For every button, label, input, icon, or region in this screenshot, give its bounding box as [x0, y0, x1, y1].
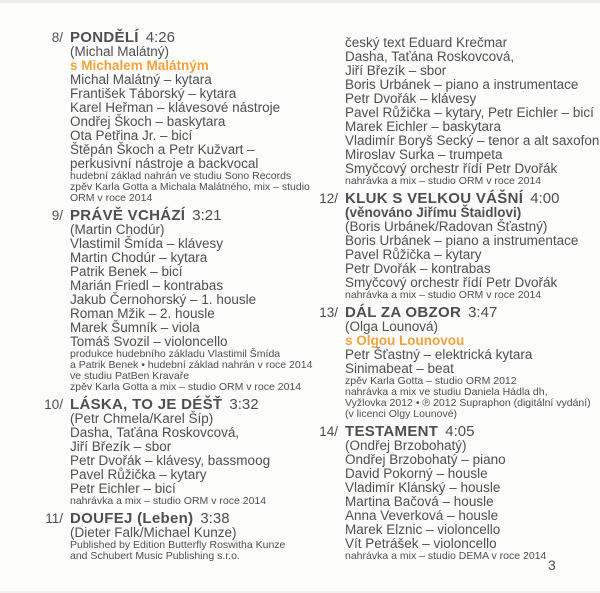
- credit-line: Boris Urbánek – piano a instrumentace: [345, 233, 579, 248]
- credit-line: Petr Dvořák – klávesy: [345, 91, 477, 106]
- track-title-line: [70, 208, 315, 223]
- track-number: 9/: [51, 208, 63, 223]
- credit-line: Dasha, Taťána Roskovcová,: [345, 49, 515, 64]
- track-title-line: [345, 305, 597, 320]
- track-number: 8/: [51, 30, 63, 45]
- credit-line: Pavel Růžička – kytary: [345, 247, 482, 262]
- credit-line: Martina Bačová – housle: [345, 494, 494, 509]
- track-title: KLUK S VELKOU VÁŠNÍ: [345, 190, 524, 207]
- track-number: [305, 36, 338, 187]
- production-note: zpěv Karla Gotta a mix – studio ORM v roce 2014: [70, 381, 302, 393]
- track-title-line: [345, 191, 597, 206]
- credit-line: Roman Mžik – 2. housle: [70, 306, 215, 321]
- production-note: nahrávka a mix ve studiu Daniela Hádla dh,: [345, 386, 548, 398]
- production-note: nahrávka a mix – studio DEMA v roce 2014: [345, 550, 547, 562]
- credit-line: Pavel Růžička – kytary, Petr Eichler – bicí: [345, 105, 594, 120]
- track-duration: 3:32: [229, 396, 259, 413]
- production-note: Vyžlovka 2012 • ℗ 2012 Supraphon (digitální vydání): [345, 397, 591, 409]
- track-body: [70, 30, 315, 204]
- credit-line: Anna Veverková – housle: [345, 508, 499, 523]
- track-title: LÁSKA, TO JE DÉŠŤ: [70, 396, 223, 413]
- credit-line: (Michal Malátný): [70, 44, 170, 59]
- track-duration: 4:00: [530, 190, 560, 207]
- production-note: a Patrik Benek • hudební základ nahrán v roce 2014: [70, 359, 313, 371]
- production-note: ve studiu PatBen Kravaře: [70, 370, 190, 382]
- credit-line: Ota Petřina Jr. – bicí: [70, 128, 193, 143]
- credit-line: Marek Eichler – baskytara: [345, 119, 502, 134]
- credit-line: Sinimabeat – beat: [345, 361, 454, 376]
- credit-line: Vlastimil Šmída – klávesy: [70, 236, 224, 251]
- credit-line: Jakub Černohorský – 1. housle: [70, 292, 257, 307]
- track-entry: [30, 397, 315, 507]
- credit-line: Michal Malátný – kytara: [70, 72, 212, 87]
- credit-line: (Ondřej Brzobohatý): [345, 438, 467, 453]
- track-title: PRÁVĚ VCHÁZÍ: [70, 207, 186, 224]
- track-duration: 3:47: [468, 304, 498, 321]
- featuring-line: s Michalem Malátným: [70, 58, 209, 73]
- production-note: hudební základ nahrán ve studiu Sono Records: [70, 170, 292, 182]
- track-entry: [30, 511, 315, 562]
- credit-line: Petr Dvořák – kontrabas: [345, 261, 491, 276]
- credit-line: Jiří Březík – sbor: [345, 63, 447, 78]
- track-column-left: [30, 30, 315, 566]
- production-note: (v licenci Olgy Lounové): [345, 408, 458, 420]
- track-body: [70, 397, 315, 507]
- credit-line: Vít Petrášek – violoncello: [345, 536, 497, 551]
- credit-line: Boris Urbánek – piano a instrumentace: [345, 77, 579, 92]
- production-note: produkce hudebního základu Vlastimil Šmída: [70, 348, 281, 360]
- track-body: [70, 511, 315, 562]
- credit-line: Petr Eichler – bicí: [70, 481, 176, 496]
- credit-line: český text Eduard Krečmar: [345, 35, 508, 50]
- credit-line: Miroslav Surka – trumpeta: [345, 147, 503, 162]
- production-note: Published by Edition Butterfly Roswitha Kunze: [70, 539, 286, 551]
- track-title-line: [345, 424, 597, 439]
- credit-line: Jiří Březík – sbor: [70, 439, 172, 454]
- production-note: nahrávka a mix – studio ORM v roce 2014: [345, 175, 542, 187]
- page-number: 3: [548, 557, 556, 573]
- track-body: [345, 424, 597, 562]
- track-title: PONDĚLÍ: [70, 29, 139, 46]
- track-number: 10/: [44, 397, 63, 412]
- track-number: 12/: [319, 191, 338, 206]
- credit-line: (Dieter Falk/Michael Kunze): [70, 525, 237, 540]
- track-title-line: [70, 511, 315, 526]
- track-title: DÁL ZA OBZOR: [345, 304, 462, 321]
- track-title-line: [70, 30, 315, 45]
- track-duration: 4:26: [145, 29, 175, 46]
- track-entry: [305, 35, 600, 187]
- credit-line: Marek Šumník – viola: [70, 320, 200, 335]
- track-duration: 3:38: [200, 510, 230, 527]
- track-entry: [30, 208, 315, 393]
- track-number: 14/: [319, 424, 338, 439]
- scan-edge-top: [0, 0, 600, 3]
- track-title: DOUFEJ (Leben): [70, 510, 194, 527]
- dedication-line: (věnováno Jiřímu Štaidlovi): [345, 205, 522, 220]
- production-note: zpěv Karla Gotta a Michala Malátného, mix – studio: [70, 181, 310, 193]
- credit-line: (Martin Chodúr): [70, 222, 165, 237]
- track-body: [70, 208, 315, 393]
- track-entry: [305, 424, 597, 562]
- credit-line: Dasha, Taťána Roskovcová,: [70, 425, 240, 440]
- credit-line: František Táborský – kytara: [70, 86, 237, 101]
- credit-line: Karel Heřman – klávesové nástroje: [70, 100, 281, 115]
- production-note: zpěv Karla Gotta – studio ORM 2012: [345, 375, 517, 387]
- track-title-line: [70, 397, 315, 412]
- production-note: and Schubert Music Publishing s.r.o.: [70, 550, 240, 562]
- production-note: nahrávka a mix – studio ORM v roce 2014: [345, 289, 542, 301]
- credit-line: Ondřej Brzobohatý – piano: [345, 452, 506, 467]
- credit-line: Petr Šťastný – elektrická kytara: [345, 347, 533, 362]
- credit-line: Štěpán Škoch a Petr Kužvart –: [70, 142, 255, 157]
- track-number: 13/: [319, 305, 338, 320]
- credit-line: Ondřej Škoch – baskytara: [70, 114, 226, 129]
- credit-line: Smyčcový orchestr řídí Petr Dvořák: [345, 161, 558, 176]
- track-column-right: [305, 35, 600, 566]
- track-entry: [30, 30, 315, 204]
- credit-line: Vladimír Boryš Secký – tenor a alt saxofon: [345, 133, 600, 148]
- featuring-line: s Olgou Lounovou: [345, 333, 465, 348]
- credit-line: Petr Dvořák – klávesy, bassmoog: [70, 453, 271, 468]
- credit-line: perkusivní nástroje a backvocal: [70, 156, 259, 171]
- track-entry: [305, 191, 597, 301]
- credit-line: Patrik Benek – bicí: [70, 264, 183, 279]
- credit-line: (Petr Chmela/Karel Šíp): [70, 411, 214, 426]
- production-note: nahrávka a mix – studio ORM v roce 2014: [70, 495, 267, 507]
- credit-line: (Olga Lounová): [345, 319, 439, 334]
- credit-line: Tomáš Svozil – violoncello: [70, 334, 228, 349]
- track-body: [345, 191, 597, 301]
- credit-line: Marek Elznic – violoncello: [345, 522, 501, 537]
- credit-line: Marián Friedl – kontrabas: [70, 278, 224, 293]
- track-body: [345, 35, 600, 187]
- track-body: [345, 305, 597, 420]
- credit-line: Smyčcový orchestr řídí Petr Dvořák: [345, 275, 558, 290]
- credit-line: Pavel Růžička – kytary: [70, 467, 207, 482]
- track-duration: 4:05: [445, 423, 475, 440]
- track-entry: [305, 305, 597, 420]
- track-number: 11/: [45, 511, 63, 526]
- production-note: ORM v roce 2014: [70, 192, 153, 204]
- track-duration: 3:21: [192, 207, 222, 224]
- track-title: TESTAMENT: [345, 423, 439, 440]
- credit-line: (Boris Urbánek/Radovan Šťastný): [345, 219, 548, 234]
- credit-line: Martin Chodúr – kytara: [70, 250, 208, 265]
- credit-line: Vladimír Klánský – housle: [345, 480, 501, 495]
- credit-line: David Pokorný – housle: [345, 466, 488, 481]
